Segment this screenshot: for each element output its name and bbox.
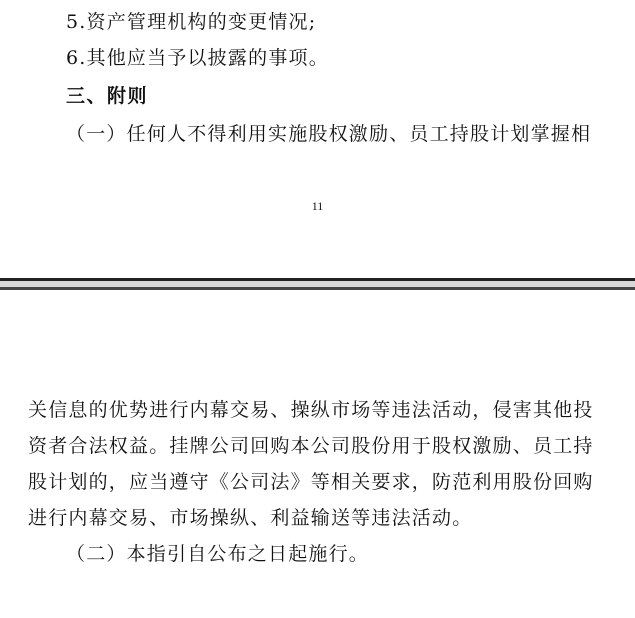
paragraph-line-effective-date: （二）本指引自公布之日起施行。 [66, 543, 370, 565]
list-item-5: 5.资产管理机构的变更情况; [66, 11, 317, 33]
document-page-upper [0, 0, 635, 278]
page-edge-bottom [0, 278, 635, 281]
section-heading-appendix: 三、附则 [66, 85, 149, 107]
list-item-6: 6.其他应当予以披露的事项。 [66, 47, 329, 69]
paragraph-line: 关信息的优势进行内幕交易、操纵市场等违法活动，侵害其他投 [28, 399, 594, 421]
document-page-lower [0, 290, 635, 618]
page-number: 11 [311, 199, 324, 213]
paragraph-line: （一）任何人不得利用实施股权激励、员工持股计划掌握相 [66, 123, 592, 145]
paragraph-line: 进行内幕交易、市场操纵、利益输送等违法活动。 [28, 507, 473, 529]
page-break-separator [0, 278, 635, 290]
paragraph-line: 资者合法权益。挂牌公司回购本公司股份用于股权激励、员工持 [28, 435, 594, 457]
paragraph-line: 股计划的，应当遵守《公司法》等相关要求，防范利用股份回购 [28, 471, 594, 493]
